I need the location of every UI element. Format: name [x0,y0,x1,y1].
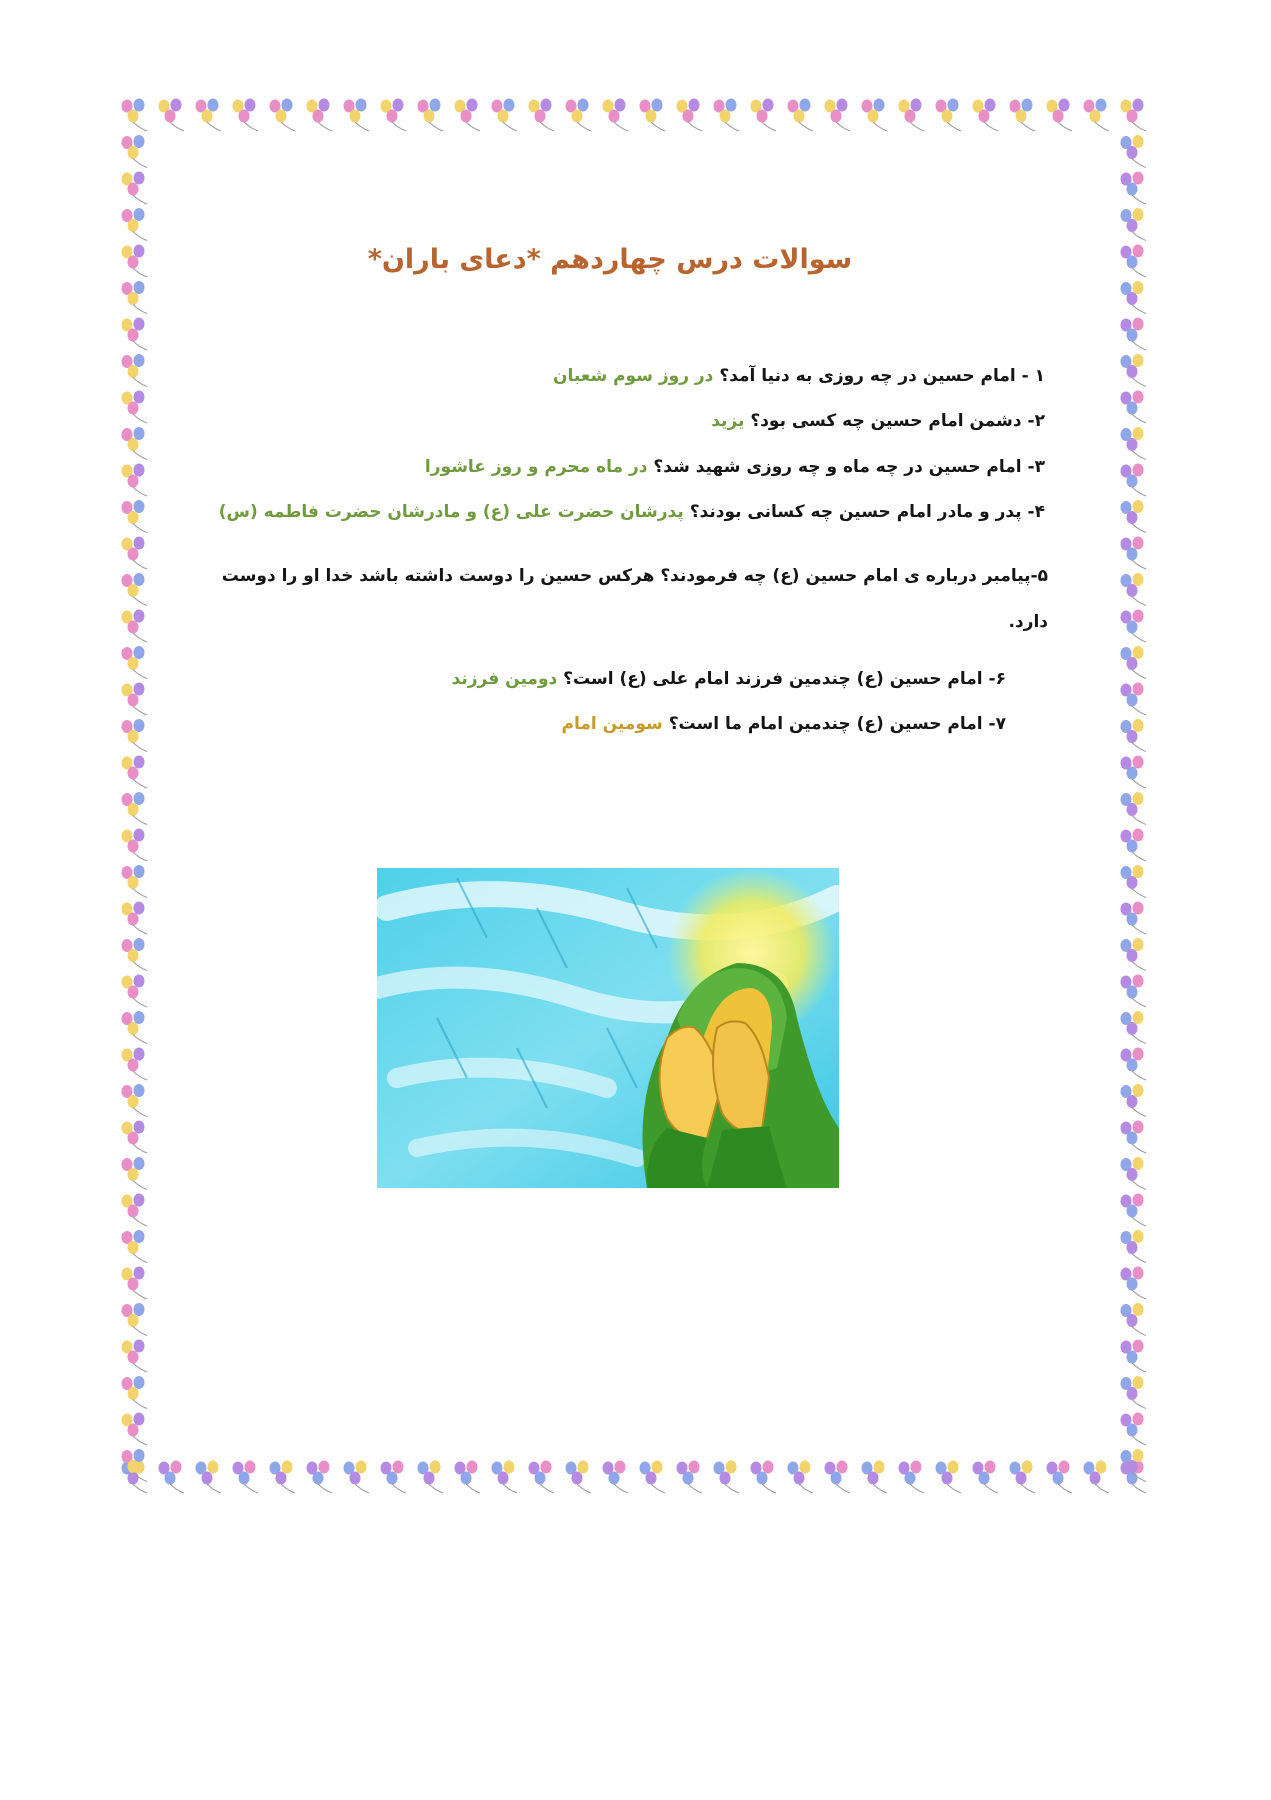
question-number: ۷ [995,714,1006,734]
balloon-icon [862,99,888,132]
balloon-icon [122,975,148,1008]
question-number: ۲ [1034,411,1045,431]
question-separator: - [1021,502,1035,522]
balloon-icon [122,208,148,241]
balloon-icon [1121,938,1147,971]
balloon-icon [122,1230,148,1263]
balloon-icon [233,99,259,132]
balloon-icon [1121,135,1147,168]
question-5 [196,553,1048,645]
answer-text: هرکس حسین را دوست داشته باشد خدا او را دوست دارد. [221,566,1048,632]
balloon-icon [1121,756,1147,789]
balloon-icon [1121,719,1147,752]
question-6 [452,669,1006,689]
balloon-icon [196,1461,222,1494]
balloon-icon [566,1461,592,1494]
balloon-icon [344,99,370,132]
balloon-icon [1121,865,1147,898]
question-text: امام حسین در چه ماه و چه روزی شهید شد؟ [653,457,1022,477]
question-text: پدر و مادر امام حسین چه کسانی بودند؟ [689,502,1022,522]
balloon-icon [122,1157,148,1190]
question-1 [553,366,1045,386]
balloon-icon [1010,1461,1036,1494]
balloon-icon [122,610,148,643]
answer-text: پدرشان حضرت علی (ع) و مادرشان حضرت فاطمه (س) [218,502,684,522]
balloon-icon [270,1461,296,1494]
balloon-icon [1121,1084,1147,1117]
balloon-icon [1084,99,1110,132]
answer-text: سومین امام [561,714,663,734]
balloon-icon [825,1461,851,1494]
balloon-icon [233,1461,259,1494]
balloon-icon [1121,683,1147,716]
balloon-icon [677,99,703,132]
balloon-icon [603,1461,629,1494]
balloon-icon [122,427,148,460]
balloon-icon [122,1376,148,1409]
balloon-icon [196,99,222,132]
balloon-icon [270,99,296,132]
question-separator: - [982,714,996,734]
question-4 [219,502,1045,522]
balloon-icon [899,1461,925,1494]
page-title: سوالات درس چهاردهم *دعای باران* [367,244,853,275]
balloon-icon [122,792,148,825]
balloon-icon [492,99,518,132]
balloon-icon [1121,427,1147,460]
balloon-icon [492,1461,518,1494]
question-2 [711,411,1045,431]
balloon-icon [1121,1048,1147,1081]
balloon-icon [122,1048,148,1081]
balloon-icon [1121,500,1147,533]
balloon-icon [122,1121,148,1154]
balloon-icon [1121,1376,1147,1409]
balloon-icon [1084,1461,1110,1494]
prayer-for-rain-illustration [377,868,839,1188]
balloon-icon [1121,792,1147,825]
balloon-icon [122,1084,148,1117]
balloon-icon [1121,1413,1147,1446]
balloon-icon [788,1461,814,1494]
balloon-icon [1010,99,1036,132]
question-separator: - [1030,566,1038,586]
answer-text: دومین فرزند [451,669,558,689]
question-text: دشمن امام حسین چه کسی بود؟ [750,411,1022,431]
balloon-icon [122,318,148,351]
question-text: امام حسین در چه روزی به دنیا آمد؟ [719,366,1016,386]
balloon-icon [1121,1194,1147,1227]
question-3 [425,457,1045,477]
balloon-icon [1121,1230,1147,1263]
balloon-icon [122,354,148,387]
balloon-icon [529,99,555,132]
balloon-icon [973,1461,999,1494]
balloon-icon [418,99,444,132]
balloon-icon [381,1461,407,1494]
answer-text: در ماه محرم و روز عاشورا [424,457,648,477]
balloon-icon [122,683,148,716]
balloon-icon [1121,610,1147,643]
question-number: ۱ [1034,366,1045,386]
question-text: امام حسین (ع) چندمین امام ما است؟ [668,714,983,734]
question-number: ۳ [1034,457,1045,477]
balloon-icon [899,99,925,132]
balloon-icon [455,99,481,132]
balloon-icon [122,537,148,570]
balloon-icon [455,1461,481,1494]
answer-text: در روز سوم شعبان [553,366,714,386]
balloon-icon [122,172,148,205]
balloon-icon [122,464,148,497]
question-text: امام حسین (ع) چندمین فرزند امام علی (ع) است؟ [563,669,983,689]
balloon-icon [1121,172,1147,205]
balloon-icon [677,1461,703,1494]
balloon-icon [1121,1121,1147,1154]
balloon-icon [751,1461,777,1494]
balloon-icon [344,1461,370,1494]
balloon-icon [381,99,407,132]
balloon-icon [1121,354,1147,387]
balloon-icon [122,1413,148,1446]
balloon-icon [122,1267,148,1300]
question-number: ۶ [995,669,1006,689]
balloon-icon [936,1461,962,1494]
balloon-icon [122,902,148,935]
balloon-icon [714,1461,740,1494]
balloon-icon [418,1461,444,1494]
balloon-icon [122,646,148,679]
balloon-icon [122,865,148,898]
balloon-icon [122,135,148,168]
balloon-icon [307,1461,333,1494]
balloon-icon [529,1461,555,1494]
balloon-icon [640,1461,666,1494]
balloon-icon [1121,1303,1147,1336]
balloon-icon [1121,975,1147,1008]
balloon-icon [1121,1157,1147,1190]
balloon-icon [1121,1011,1147,1044]
balloon-icon [714,99,740,132]
balloon-icon [1121,829,1147,862]
balloon-icon [122,1194,148,1227]
balloon-icon [122,500,148,533]
balloon-icon [122,829,148,862]
balloon-icon [1121,318,1147,351]
balloon-icon [122,756,148,789]
balloon-icon [1121,99,1147,132]
balloon-icon [122,938,148,971]
balloon-icon [1121,646,1147,679]
balloon-icon [307,99,333,132]
balloon-icon [751,99,777,132]
balloon-icon [122,281,148,314]
balloon-icon [1121,902,1147,935]
balloon-icon [1047,99,1073,132]
balloon-icon [862,1461,888,1494]
balloon-icon [122,391,148,424]
balloon-icon [122,99,148,132]
balloon-icon [159,1461,185,1494]
balloon-icon [1121,391,1147,424]
balloon-icon [1121,208,1147,241]
question-separator: - [1021,411,1035,431]
question-number: ۴ [1034,502,1045,522]
balloon-icon [122,1011,148,1044]
balloon-icon [973,99,999,132]
question-separator: - [982,669,996,689]
balloon-icon [936,99,962,132]
question-7 [562,714,1007,734]
balloon-icon [825,99,851,132]
question-separator: - [1015,366,1035,386]
question-number: ۵ [1037,566,1048,586]
balloon-icon [566,99,592,132]
balloon-icon [122,573,148,606]
question-separator: - [1021,457,1035,477]
answer-text: یزید [711,411,745,431]
balloon-icon [1121,1340,1147,1373]
balloon-icon [1121,464,1147,497]
balloon-icon [1047,1461,1073,1494]
balloon-icon [122,1340,148,1373]
balloon-icon [159,99,185,132]
balloon-icon [788,99,814,132]
balloon-icon [122,1303,148,1336]
question-text: پیامبر درباره ی امام حسین (ع) چه فرمودند؟ [660,566,1031,586]
balloon-icon [640,99,666,132]
balloon-icon [603,99,629,132]
balloon-icon [1121,1267,1147,1300]
balloon-icon [1121,573,1147,606]
balloon-icon [1121,281,1147,314]
balloon-icon [122,245,148,278]
balloon-icon [1121,245,1147,278]
balloon-icon [122,719,148,752]
balloon-icon [1121,537,1147,570]
